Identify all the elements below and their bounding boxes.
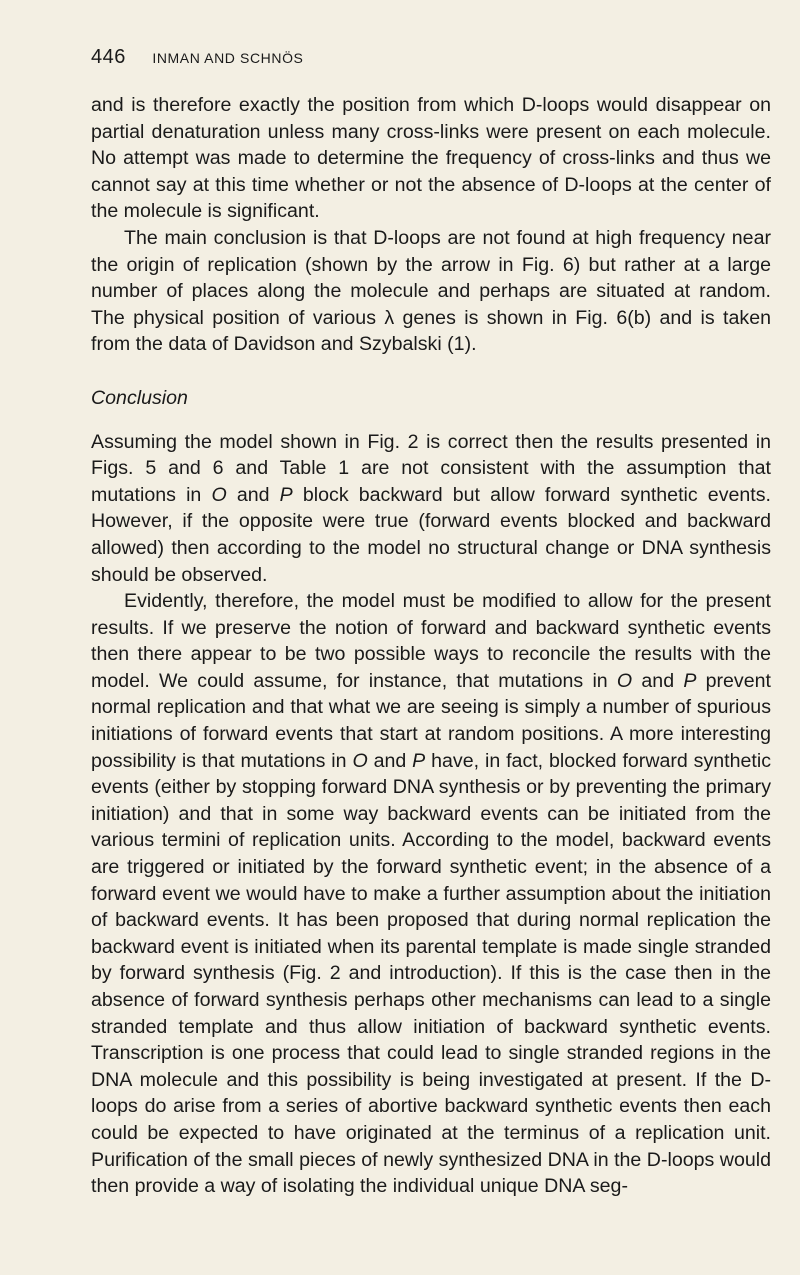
- paragraph-1: and is therefore exactly the position from which D-loops would disappear on partial denaturation unless many cross-links were present on each molecule. No attempt was made to determine the frequency of cross-links and thus we cannot say at this time whether or not the absence of D-loops at the center of the molecule is significant.: [91, 94, 771, 223]
- paragraph-3: Assuming the model shown in Fig. 2 is correct then the results presented in Figs. 5 and 6 and Table 1 are not consistent with the assumption that mutations in O and P block backward but allow forward synthetic events. However, if the opposite were true (forward events blocked and backward allowed) then according to the model no structural change or DNA synthesis should be observed.: [91, 430, 771, 586]
- gene-o: O: [352, 749, 368, 772]
- gene-p: P: [412, 749, 426, 772]
- paragraph-2: The main conclusion is that D-loops are not found at high frequency near the origin of replication (shown by the arrow in Fig. 6) but rather at a large number of places along the molecule and perhaps are situated at random. The physical position of various λ genes is shown in Fig. 6(b) and is taken from the data of Davidson and Szybalski (1).: [91, 226, 771, 356]
- page-number: 446: [91, 46, 126, 68]
- gene-o: O: [211, 483, 227, 506]
- gene-o: O: [616, 669, 633, 692]
- article-body: [91, 92, 771, 1200]
- gene-p: P: [279, 483, 293, 506]
- gene-p: P: [683, 669, 697, 692]
- running-header: [91, 46, 771, 74]
- section-heading-conclusion: Conclusion: [91, 386, 188, 409]
- running-title: INMAN AND SCHNÖS: [152, 50, 304, 66]
- paragraph-4: Evidently, therefore, the model must be modified to allow for the present results. If we preserve the notion of forward and backward synthetic events then there appear to be two possible ways to reconcile the results with the model. We could assume, for instance, that mutations in O and P prevent normal replication and that what we are seeing is simply a number of spurious initiations of forward events that start at random positions. A more interesting possibility is that mutations in O and P have, in fact, blocked forward synthetic events (either by stopping forward DNA synthesis or by preventing the primary initiation) and that in some way backward events can be initiated from the various termini of replication units. According to the model, backward events are triggered or initiated by the forward synthetic event; in the absence of a forward event we would have to make a further assumption about the initiation of backward events. It has been proposed that during normal replication the backward event is initiated when its parental template is made single stranded by forward synthesis (Fig. 2 and introduction). If this is the case then in the absence of forward synthesis perhaps other mechanisms can lead to a single stranded template and thus allow initiation of backward synthetic events. Transcription is one process that could lead to single stranded regions in the DNA molecule and this possibility is being investigated at present. If the D-loops do arise from a series of abortive backward synthetic events then each could be expected to have originated at the terminus of a replication unit. Purification of the small pieces of newly synthesized DNA in the D-loops would then provide a way of isolating the individual unique DNA seg-: [91, 590, 771, 1198]
